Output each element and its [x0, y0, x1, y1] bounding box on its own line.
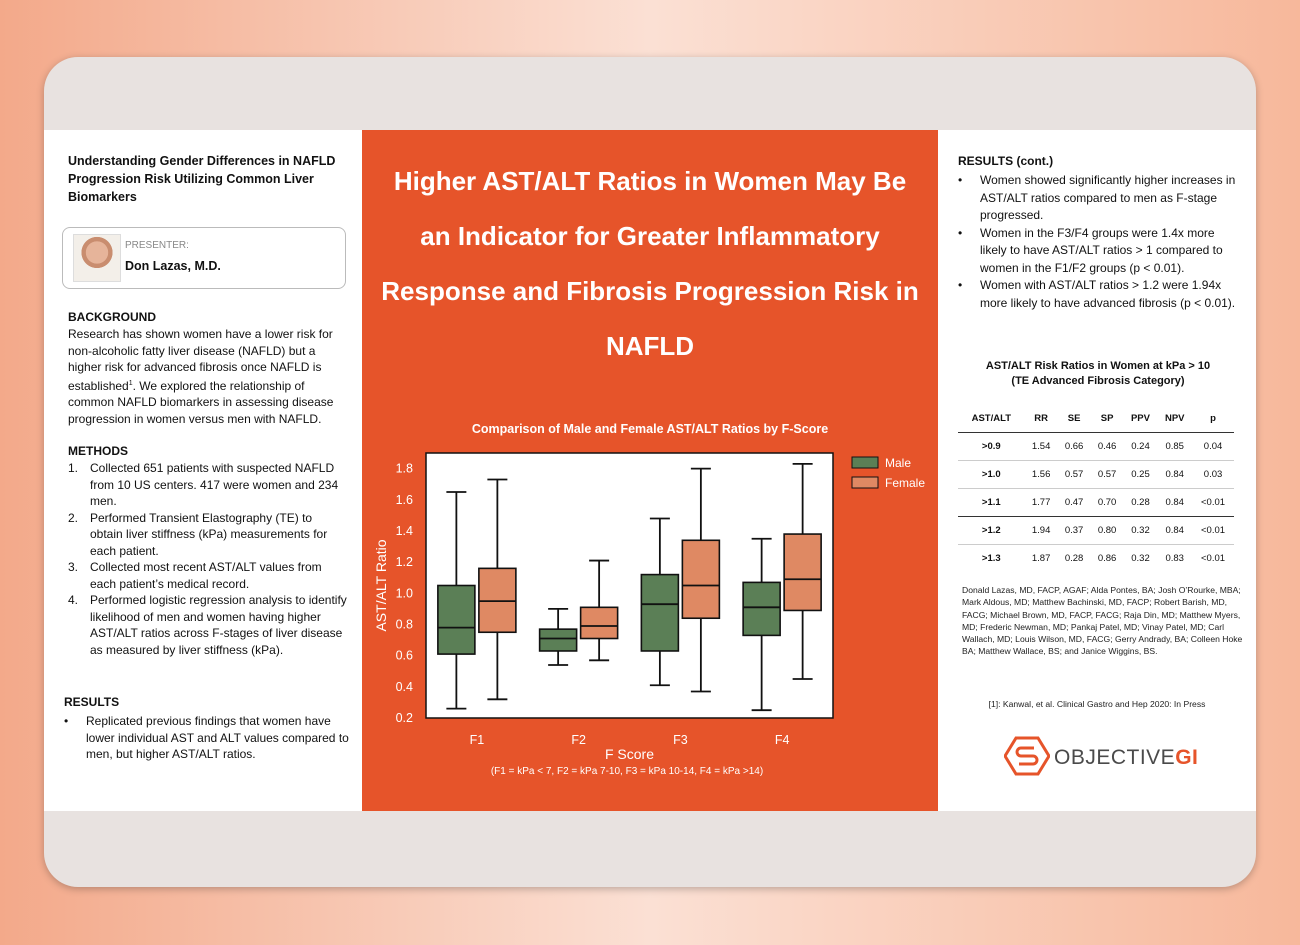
table-cell: <0.01 — [1192, 517, 1234, 545]
box-male — [641, 575, 678, 651]
box-female — [682, 540, 719, 618]
table-title-line-2: (TE Advanced Fibrosis Category) — [1011, 375, 1185, 387]
table-cell: 1.56 — [1025, 461, 1058, 489]
table-cell: 0.57 — [1058, 461, 1091, 489]
table-cell: 0.84 — [1157, 489, 1192, 517]
headline: Higher AST/ALT Ratios in Women May Be an Indicator for Greater Inflammatory Response and Fibrosis Progression Risk in NAFLD — [381, 166, 919, 361]
results-item-text: Replicated previous findings that women have lower individual AST and ALT values compared to men, but higher AST/ALT ratios. — [86, 714, 349, 761]
table-header: NPV — [1157, 404, 1192, 433]
table-cell: 0.66 — [1058, 433, 1091, 461]
table-title-line-1: AST/ALT Risk Ratios in Women at kPa > 10 — [985, 360, 1211, 372]
y-tick-label: 0.8 — [395, 617, 413, 632]
table-cell: 0.57 — [1091, 461, 1124, 489]
legend-swatch — [852, 457, 878, 468]
table-cell: 0.28 — [1064, 553, 1084, 564]
author-list: Donald Lazas, MD, FACP, AGAF; Alda Pontes, BA; Josh O’Rourke, MBA; Mark Aldous, MD; Matthew Bachinski, MD, FACP; Robert Barish, MD, FACG; Michael Brown, MD, FACP, FACG; Raja Din, MD; Matthew Myers, MD; Frederic Newman, MD; Pankaj Patel, MD; Vinay Patel, MD; Carl Wallach, MD; Louis Wilson, MD, FACG; Gerry Andrady, BA; Colleen Hoke BA; Matthew Wallace, BS; and Janice Wiggins, BS. — [962, 585, 1243, 657]
table-cell: 0.03 — [1192, 461, 1234, 489]
table-cell: 0.04 — [1192, 433, 1234, 461]
y-tick-label: 1.8 — [395, 461, 413, 476]
center-panel — [362, 130, 938, 811]
results-cont-text: Women showed significantly higher increases in AST/ALT ratios compared to men as F-stage progressed. — [980, 173, 1236, 222]
table-header: RR — [1025, 404, 1058, 433]
results-heading: RESULTS — [64, 695, 120, 709]
box-female — [581, 607, 618, 638]
methods-item-text: Collected 651 patients with suspected NAFLD from 10 US centers. 417 were women and 234 men. — [90, 461, 339, 508]
left-panel — [44, 130, 362, 811]
box-male — [438, 586, 475, 655]
x-tick-label: F3 — [673, 733, 688, 747]
table-cell: 0.84 — [1157, 461, 1192, 489]
x-tick-label: F2 — [571, 733, 586, 747]
methods-item-number: 4. — [68, 593, 79, 607]
x-tick-label: F4 — [774, 733, 790, 747]
table-row — [958, 461, 1234, 489]
methods-list — [68, 460, 348, 658]
table-header: PPV — [1124, 404, 1158, 433]
background-superscript: 1 — [128, 379, 133, 387]
methods-item — [68, 460, 348, 510]
legend-swatch — [852, 477, 878, 488]
bullet-icon: • — [958, 225, 963, 240]
hexagon-logo-icon — [1004, 736, 1050, 776]
chart-title: Comparison of Male and Female AST/ALT Ratios by F-Score — [471, 422, 829, 436]
risk-ratio-table — [958, 404, 1234, 572]
y-tick-label: 0.6 — [395, 648, 413, 663]
table-row — [958, 433, 1234, 461]
background-heading: BACKGROUND — [68, 310, 156, 324]
objectivegi-logo — [1004, 736, 1214, 776]
y-tick-label: 0.4 — [395, 679, 413, 694]
results-cont-item — [958, 172, 1243, 225]
table-header-row — [958, 404, 1234, 433]
bullet-icon: • — [958, 278, 963, 292]
table-header: AST/ALT — [958, 404, 1025, 433]
box-male — [540, 629, 577, 651]
table-cell: 0.86 — [1097, 553, 1117, 564]
table-cell: 0.25 — [1124, 461, 1158, 489]
table-header: p — [1192, 404, 1234, 433]
right-panel — [938, 130, 1256, 811]
table-cell: 0.80 — [1091, 517, 1124, 545]
y-tick-label: 1.6 — [395, 492, 413, 507]
box-male — [743, 582, 780, 635]
table-title — [956, 359, 1240, 389]
table-cell: 0.28 — [1124, 489, 1158, 517]
background-text — [68, 326, 348, 427]
table-cell: >1.2 — [958, 517, 1025, 545]
methods-item-number: 3. — [68, 560, 79, 574]
methods-item — [68, 592, 348, 658]
box-plot-chart — [362, 440, 938, 768]
background-text-b: . We explored the relationship of common NAFLD biomarkers in assessing disease progression in women versus men with NAFLD. — [68, 378, 334, 426]
methods-item — [68, 510, 348, 560]
y-axis-label: AST/ALT Ratio — [373, 539, 389, 632]
y-tick-label: 1.0 — [395, 586, 413, 601]
table-cell: 0.24 — [1124, 433, 1158, 461]
table-cell: 0.32 — [1124, 517, 1158, 545]
methods-item-number: 2. — [68, 510, 79, 525]
methods-item-text: Performed Transient Elastography (TE) to obtain liver stiffness (kPa) measurements for each patient. — [90, 510, 328, 558]
methods-item-number: 1. — [68, 461, 79, 475]
logo-accent: GI — [1175, 746, 1199, 769]
table-cell: >0.9 — [958, 433, 1025, 461]
table-row — [958, 517, 1234, 545]
y-tick-label: 1.4 — [395, 523, 413, 538]
y-tick-label: 0.2 — [395, 711, 413, 725]
presenter-card — [62, 227, 346, 289]
poster-title: Understanding Gender Differences in NAFLD Progression Risk Utilizing Common Liver Biomarkers — [68, 154, 336, 204]
table-cell: 0.37 — [1058, 517, 1091, 545]
table-cell: 1.87 — [1031, 553, 1051, 564]
table-cell: 0.47 — [1058, 489, 1091, 517]
table-cell: 0.84 — [1157, 517, 1192, 545]
presenter-label: PRESENTER: — [125, 240, 189, 251]
table-cell: 0.46 — [1091, 433, 1124, 461]
table-cell: <0.01 — [1192, 489, 1234, 517]
table-cell: <0.01 — [1201, 553, 1226, 564]
x-axis-label: F Score — [604, 746, 655, 762]
table-cell: 1.77 — [1025, 489, 1058, 517]
bullet-icon: • — [64, 714, 69, 728]
presenter-name: Don Lazas, M.D. — [125, 259, 221, 273]
f-score-legend-note: (F1 = kPa < 7, F2 = kPa 7-10, F3 = kPa 10-14, F4 = kPa >14) — [490, 766, 764, 777]
table-cell: 1.94 — [1025, 517, 1058, 545]
bullet-icon: • — [958, 173, 963, 187]
table-header: SP — [1091, 404, 1124, 433]
results-cont-item — [958, 225, 1243, 278]
table-cell: 0.32 — [1131, 553, 1150, 564]
methods-item-text: Collected most recent AST/ALT values from each patient’s medical record. — [90, 560, 322, 591]
results-cont-text: Women in the F3/F4 groups were 1.4x more likely to have AST/ALT ratios > 1 compared to women in the F1/F2 groups (p < 0.01). — [980, 225, 1223, 275]
logo-wordmark — [1054, 746, 1198, 770]
y-tick-label: 1.2 — [395, 555, 413, 570]
table-cell: >1.1 — [958, 489, 1025, 517]
presenter-avatar — [73, 234, 121, 282]
table-cell: 0.83 — [1165, 553, 1184, 564]
results-list — [64, 713, 354, 763]
results-cont-heading: RESULTS (cont.) — [958, 154, 1054, 168]
table-row — [958, 489, 1234, 517]
methods-heading: METHODS — [68, 444, 128, 458]
table-row — [958, 545, 1234, 573]
results-cont-list — [958, 172, 1243, 312]
methods-item-text: Performed logistic regression analysis to identify likelihood of men and women having higher AST/ALT ratios across F-stages of liver disease as measured by liver stiffness (kPa). — [90, 593, 347, 657]
results-item — [64, 713, 354, 763]
table-cell: 1.54 — [1025, 433, 1058, 461]
results-cont-text: Women with AST/ALT ratios > 1.2 were 1.94x more likely to have advanced fibrosis (p < 0.01). — [980, 278, 1236, 310]
legend-label: Male — [885, 456, 912, 470]
table-cell: >1.0 — [958, 461, 1025, 489]
x-tick-label: F1 — [469, 733, 485, 747]
background-text-a: Research has shown women have a lower risk for non-alcoholic fatty liver disease (NAFLD) but a higher risk for advanced fibrosis once NAFLD is established — [68, 327, 333, 393]
box-female — [784, 534, 821, 610]
table-cell: 0.70 — [1091, 489, 1124, 517]
table-cell: 0.85 — [1157, 433, 1192, 461]
table-header: SE — [1058, 404, 1091, 433]
table-cell: >1.3 — [981, 553, 1001, 564]
methods-item — [68, 559, 348, 592]
reference: [1]: Kanwal, et al. Clinical Gastro and Hep 2020: In Press — [988, 699, 1206, 709]
legend-label: Female — [885, 476, 926, 490]
results-cont-item — [958, 277, 1243, 312]
logo-main: OBJECTIVE — [1054, 746, 1176, 769]
